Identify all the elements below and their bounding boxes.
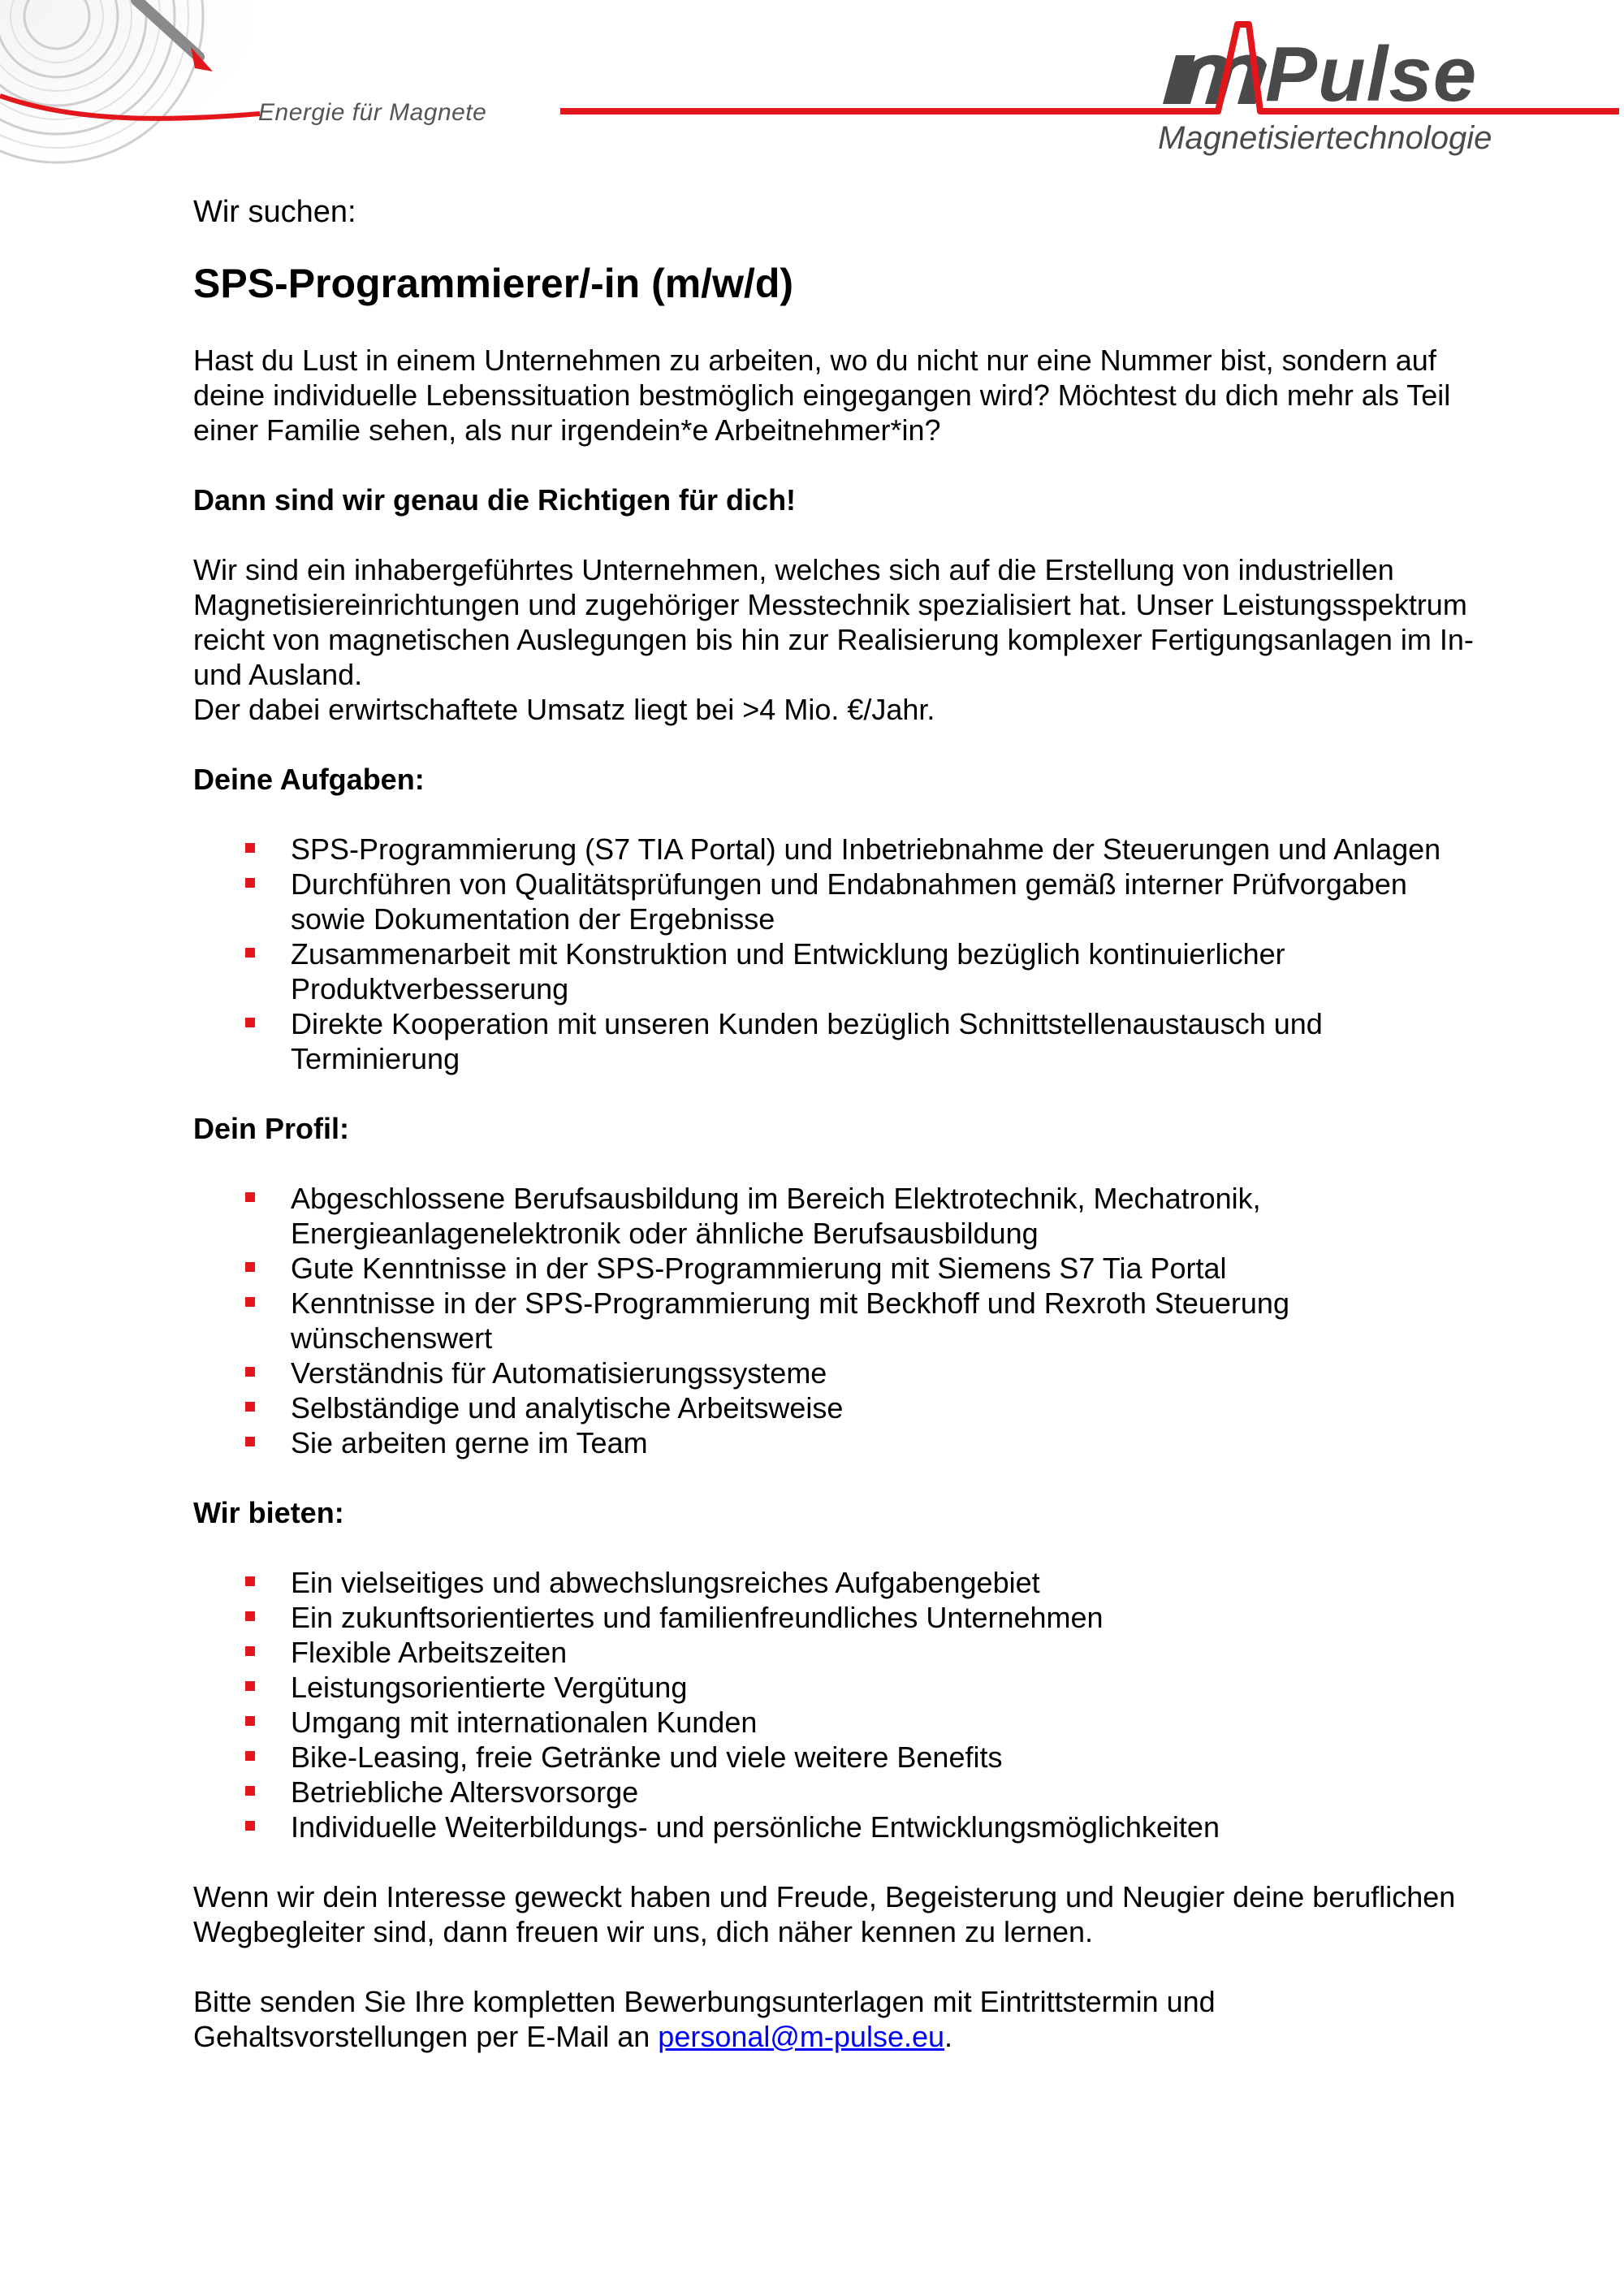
list-item: [291, 936, 1476, 1006]
job-title: SPS-Programmierer/-in (m/w/d): [193, 261, 794, 306]
page-header: [0, 0, 1624, 172]
intro-label: Wir suchen:: [193, 195, 356, 229]
list-item: [291, 1425, 1476, 1460]
list-item-text: Ein vielseitiges und abwechslungsreiches Aufgabengebiet: [291, 1566, 1040, 1599]
list-item-text: Durchführen von Qualitätsprüfungen und Endabnahmen gemäß interner Prüfvorgaben sowie Dokumentation der Ergebnisse: [291, 867, 1407, 936]
closing-paragraph: Wenn wir dein Interesse geweckt haben und Freude, Begeisterung und Neugier deine beruflichen Wegbegleiter sind, dann freuen wir uns, dich näher kennen zu lernen.: [193, 1880, 1456, 1948]
list-item-text: Zusammenarbeit mit Konstruktion und Entwicklung bezüglich kontinuierlicher Produktverbesserung: [291, 937, 1285, 1005]
list-item-text: Sie arbeiten gerne im Team: [291, 1426, 648, 1459]
profile-list: [193, 1181, 1476, 1460]
list-item-text: Betriebliche Altersvorsorge: [291, 1775, 639, 1809]
bullet-square-icon: [245, 1402, 255, 1412]
list-item-text: Flexible Arbeitszeiten: [291, 1636, 568, 1669]
bullet-square-icon: [245, 1576, 255, 1586]
email-link[interactable]: personal@m-pulse.eu: [658, 2020, 945, 2053]
logo-subtitle: Magnetisiertechnologie: [1158, 120, 1492, 156]
tasks-list: [193, 832, 1476, 1076]
list-item: [291, 1670, 1476, 1705]
job-posting-body: [193, 193, 1476, 2089]
logo-wordmark: Pulse: [1265, 31, 1478, 118]
list-item: [291, 1390, 1476, 1425]
list-item: [291, 1251, 1476, 1286]
header-tagline: Energie für Magnete: [258, 99, 487, 126]
company-description: Wir sind ein inhabergeführtes Unternehmen, welches sich auf die Erstellung von industriellen Magnetisiereinrichtungen und zugehöriger Messtechnik spezialisiert hat. Unser Leistungsspektrum reicht von magnetischen Auslegungen bis hin zur Realisierung komplexer Fertigungsanlagen im In- und Ausland.: [193, 553, 1474, 691]
list-item-text: Gute Kenntnisse in der SPS-Programmierung mit Siemens S7 Tia Portal: [291, 1252, 1227, 1285]
bullet-square-icon: [245, 1716, 255, 1726]
list-item-text: Leistungsorientierte Vergütung: [291, 1671, 688, 1704]
list-item-text: Direkte Kooperation mit unseren Kunden bezüglich Schnittstellenaustausch und Terminierung: [291, 1007, 1323, 1075]
company-paragraph: [193, 552, 1476, 727]
offer-heading: Wir bieten:: [193, 1496, 344, 1529]
bullet-square-icon: [245, 1786, 255, 1796]
bullet-square-icon: [245, 1611, 255, 1621]
application-paragraph: [193, 1984, 1476, 2054]
list-item-text: Abgeschlossene Berufsausbildung im Bereich Elektrotechnik, Mechatronik, Energieanlagenelektronik oder ähnliche Berufsausbildung: [291, 1182, 1261, 1250]
list-item: [291, 1810, 1476, 1844]
bullet-square-icon: [245, 1297, 255, 1307]
bullet-square-icon: [245, 1018, 255, 1027]
magnet-rings-icon: [0, 0, 268, 172]
list-item-text: SPS-Programmierung (S7 TIA Portal) und Inbetriebnahme der Steuerungen und Anlagen: [291, 832, 1441, 866]
list-item: [291, 1181, 1476, 1251]
list-item: [291, 1600, 1476, 1635]
revenue-line: Der dabei erwirtschaftete Umsatz liegt bei >4 Mio. €/Jahr.: [193, 693, 935, 726]
bullet-square-icon: [245, 878, 255, 888]
list-item-text: Individuelle Weiterbildungs- und persönliche Entwicklungsmöglichkeiten: [291, 1810, 1220, 1844]
bullet-square-icon: [245, 1262, 255, 1272]
application-text: Bitte senden Sie Ihre kompletten Bewerbungsunterlagen mit Eintrittstermin und Gehaltsvorstellungen per E-Mail an: [193, 1985, 1216, 2053]
list-item-text: Ein zukunftsorientiertes und familienfreundliches Unternehmen: [291, 1601, 1104, 1634]
bullet-square-icon: [245, 1821, 255, 1831]
list-item: [291, 1286, 1476, 1356]
tasks-heading: Deine Aufgaben:: [193, 763, 425, 796]
bullet-square-icon: [245, 1751, 255, 1761]
application-text-end: .: [944, 2020, 953, 2053]
list-item-text: Bike-Leasing, freie Getränke und viele weitere Benefits: [291, 1740, 1003, 1774]
list-item-text: Umgang mit internationalen Kunden: [291, 1706, 758, 1739]
list-item-text: Verständnis für Automatisierungssysteme: [291, 1356, 827, 1390]
list-item: [291, 832, 1476, 867]
bullet-square-icon: [245, 843, 255, 853]
list-item: [291, 867, 1476, 936]
list-item: [291, 1356, 1476, 1390]
intro-paragraph: Hast du Lust in einem Unternehmen zu arbeiten, wo du nicht nur eine Nummer bist, sondern auf deine individuelle Lebenssituation bestmöglich eingegangen wird? Möchtest du dich mehr als Teil einer Familie sehen, als nur irgendein*e Arbeitnehmer*in?: [193, 344, 1451, 447]
offer-list: [193, 1565, 1476, 1844]
list-item: [291, 1705, 1476, 1740]
list-item: [291, 1635, 1476, 1670]
list-item: [291, 1775, 1476, 1810]
bullet-square-icon: [245, 1437, 255, 1446]
bullet-square-icon: [245, 948, 255, 958]
list-item-text: Kenntnisse in der SPS-Programmierung mit Beckhoff und Rexroth Steuerung wünschenswert: [291, 1286, 1289, 1355]
bullet-square-icon: [245, 1681, 255, 1691]
list-item: [291, 1006, 1476, 1076]
call-out: Dann sind wir genau die Richtigen für dich!: [193, 483, 797, 517]
bullet-square-icon: [245, 1192, 255, 1202]
bullet-square-icon: [245, 1367, 255, 1377]
bullet-square-icon: [245, 1646, 255, 1656]
list-item: [291, 1565, 1476, 1600]
list-item-text: Selbständige und analytische Arbeitsweise: [291, 1391, 844, 1425]
profile-heading: Dein Profil:: [193, 1112, 350, 1145]
list-item: [291, 1740, 1476, 1775]
